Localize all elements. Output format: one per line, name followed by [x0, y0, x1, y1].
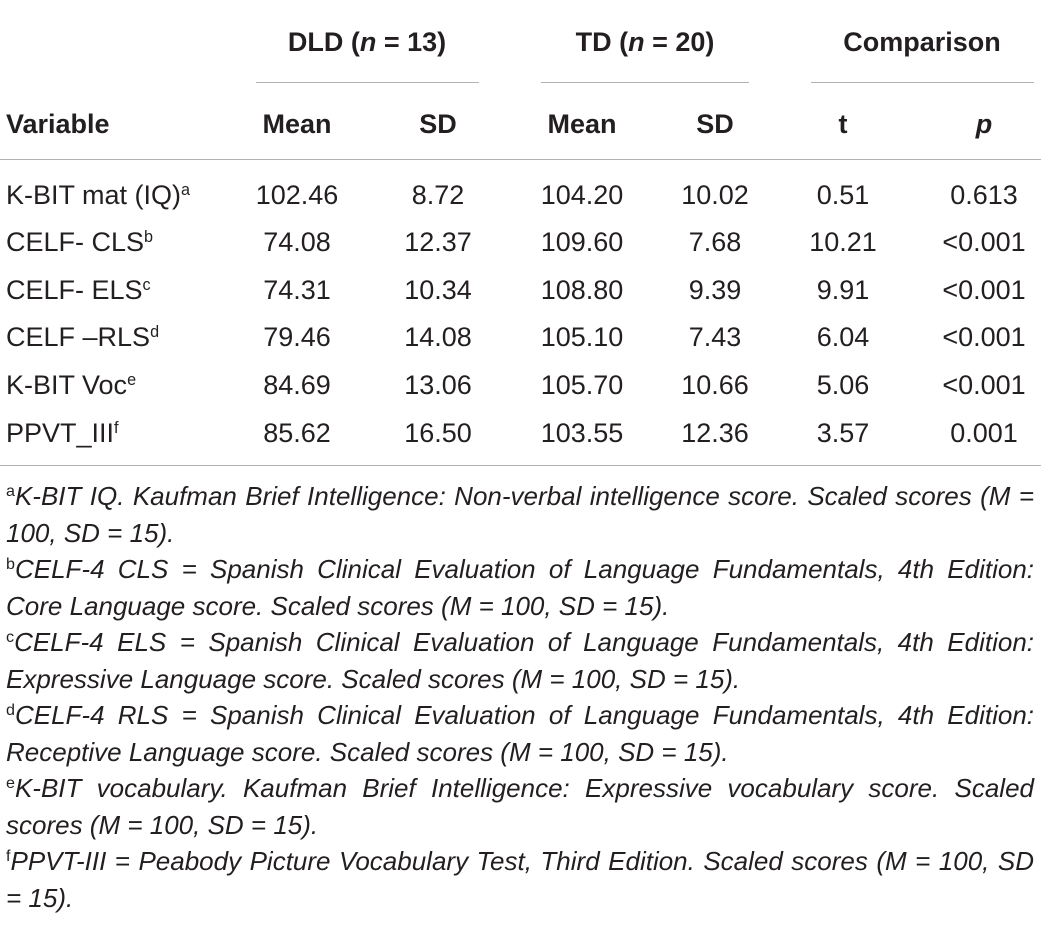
table-cell-p: <0.001 — [942, 227, 1026, 257]
table-cell-dld-mean: 79.46 — [263, 322, 331, 352]
table-cell-dld-sd: 10.34 — [404, 275, 472, 305]
footnote: $^c$CELF-4 ELS = Spanish Clinical Evaluation of Language Fundamentals, 4th Edition: Expressive Language score. Scaled scores (M = 100, SD = 15). — [6, 627, 1034, 694]
footnotes — [6, 478, 1034, 916]
table-cell-t: 5.06 — [816, 370, 870, 400]
column-header-t: t — [838, 109, 848, 139]
group-header-comparison: Comparison — [843, 27, 1001, 57]
footnote: $^e$K-BIT vocabulary. Kaufman Brief Intelligence: Expressive vocabulary score. Scaled scores (M = 100, SD = 15). — [6, 773, 1034, 840]
table-cell-td-sd: 9.39 — [688, 275, 742, 305]
table-cell-td-sd: 12.36 — [681, 418, 749, 448]
group-rule-td — [541, 82, 749, 83]
footnote: $^f$PPVT-III = Peabody Picture Vocabulary Test, Third Edition. Scaled scores (M = 100, SD = 15). — [6, 846, 1034, 913]
table-cell-t: 6.04 — [816, 322, 870, 352]
column-header-dld-mean: Mean — [262, 109, 332, 139]
table-bottom-rule — [0, 465, 1041, 466]
table-cell-p: 0.001 — [950, 418, 1018, 448]
group-rule-dld — [256, 82, 479, 83]
table-cell-p: <0.001 — [942, 275, 1026, 305]
table-row-variable: PPVT_III$^f$ — [6, 418, 119, 448]
table-cell-t: 0.51 — [816, 180, 870, 210]
table-cell-dld-sd: 12.37 — [404, 227, 472, 257]
group-rule-comparison — [811, 82, 1034, 83]
table-cell-td-sd: 10.66 — [681, 370, 749, 400]
table-cell-td-mean: 109.60 — [540, 227, 624, 257]
table-cell-p: <0.001 — [942, 322, 1026, 352]
column-header-variable: Variable — [6, 109, 110, 139]
table-cell-dld-mean: 74.08 — [263, 227, 331, 257]
footnote: $^a$K-BIT IQ. Kaufman Brief Intelligence: Non-verbal intelligence score. Scaled scores (M = 100, SD = 15). — [6, 481, 1034, 548]
column-header-td-sd: SD — [696, 109, 734, 139]
column-header-td-mean: Mean — [547, 109, 617, 139]
table-cell-t: 3.57 — [816, 418, 870, 448]
footnote: $^d$CELF-4 RLS = Spanish Clinical Evaluation of Language Fundamentals, 4th Edition: Receptive Language score. Scaled scores (M = 100, SD = 15). — [6, 700, 1034, 767]
table-cell-dld-mean: 74.31 — [263, 275, 331, 305]
table-cell-td-sd: 7.43 — [688, 322, 742, 352]
table-cell-td-mean: 105.10 — [540, 322, 624, 352]
table-cell-p: 0.613 — [950, 180, 1018, 210]
table-cell-td-mean: 104.20 — [540, 180, 624, 210]
header-rule — [0, 159, 1041, 160]
table-cell-td-mean: 105.70 — [540, 370, 624, 400]
table-cell-dld-sd: 14.08 — [404, 322, 472, 352]
table-cell-dld-mean: 84.69 — [263, 370, 331, 400]
table-cell-t: 10.21 — [809, 227, 877, 257]
table-cell-td-sd: 10.02 — [681, 180, 749, 210]
table-cell-td-mean: 108.80 — [540, 275, 624, 305]
table-cell-t: 9.91 — [816, 275, 870, 305]
footnote: $^b$CELF-4 CLS = Spanish Clinical Evaluation of Language Fundamentals, 4th Edition: Core Language score. Scaled scores (M = 100, SD = 15). — [6, 554, 1034, 621]
table-cell-dld-sd: 16.50 — [404, 418, 472, 448]
table-cell-dld-sd: 13.06 — [404, 370, 472, 400]
table-row-variable: CELF- ELS$^c$ — [6, 275, 151, 305]
table-cell-p: <0.001 — [942, 370, 1026, 400]
group-header-td: TD (n = 20) — [575, 27, 715, 57]
table-cell-td-mean: 103.55 — [540, 418, 624, 448]
table-cell-dld-mean: 85.62 — [263, 418, 331, 448]
table-row-variable: K-BIT mat (IQ)$^a$ — [6, 180, 191, 210]
column-header-dld-sd: SD — [419, 109, 457, 139]
table-cell-dld-sd: 8.72 — [411, 180, 465, 210]
table-cell-td-sd: 7.68 — [688, 227, 742, 257]
table-row-variable: K-BIT Voc$^e$ — [6, 370, 137, 400]
group-header-dld: DLD (n = 13) — [287, 27, 447, 57]
table-row-variable: CELF- CLS$^b$ — [6, 227, 154, 257]
table-cell-dld-mean: 102.46 — [255, 180, 339, 210]
table-row-variable: CELF –RLS$^d$ — [6, 322, 160, 352]
column-header-p: p — [975, 109, 993, 139]
